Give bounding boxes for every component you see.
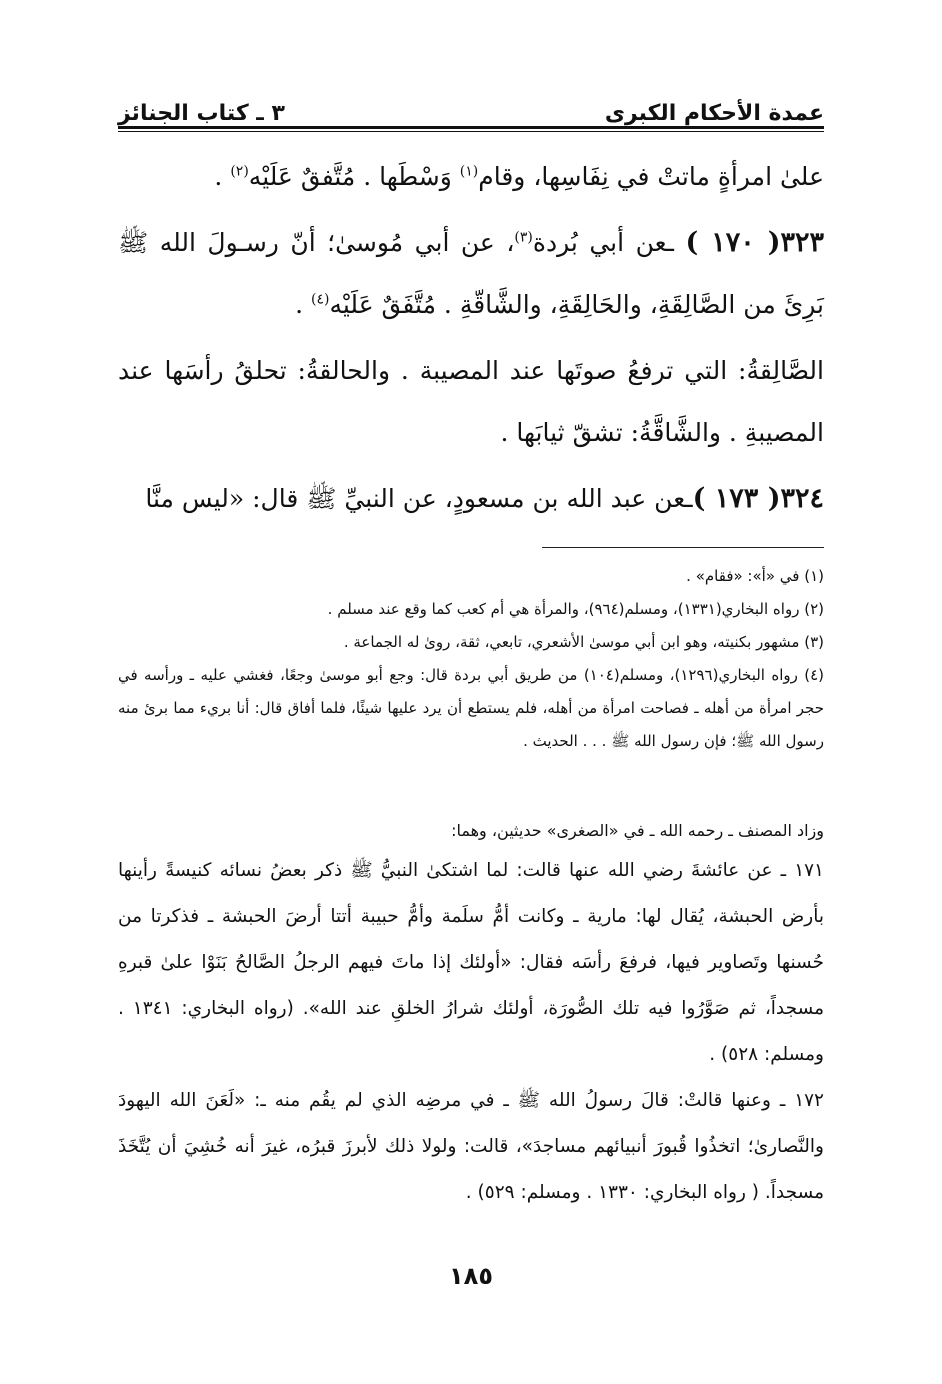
hadith-324	[118, 468, 824, 530]
footnote: (٣) مشهور بكنيته، وهو ابن أبي موسىٰ الأشعري، تابعي، ثقة، روىٰ له الجماعة .	[343, 633, 824, 651]
paragraph-text: .	[214, 162, 231, 191]
footnote-marker: (٣)	[514, 229, 533, 246]
paragraph-continuation	[118, 146, 824, 208]
footnote-rule	[542, 547, 824, 548]
hadith-number: ٣٢٤( ١٧٣ )	[692, 483, 824, 514]
hadith-number: ٣٢٣( ١٧٠ )	[685, 227, 824, 258]
hadith-323	[118, 212, 824, 336]
paragraph-text: وَسْطَها . مُتَّفقٌ عَلَيْه	[248, 162, 460, 191]
footnote: (١) في «أ»: «فقام» .	[686, 567, 824, 585]
header-rule	[118, 126, 824, 129]
gloss-paragraph: الصَّالِقةُ: التي ترفعُ صوتَها عند المصيبة . والحالقةُ: تحلقُ رأسَها عند المصيبةِ . والشَّاقَّةُ: تشقّ ثيابَها .	[118, 356, 824, 447]
main-text	[118, 146, 824, 534]
book-title: عمدة الأحكام الكبرى	[604, 101, 824, 126]
footnotes	[118, 560, 824, 758]
hadith-text: ، عن أبي مُوسىٰ؛ أنّ رسـولَ الله ﷺ بَرِئَ من الصَّالِقَةِ، والحَالِقَةِ، والشَّاقّةِ . مُتَّفَقٌ عَلَيْه	[118, 228, 824, 319]
footnote-marker: (٢)	[230, 163, 249, 180]
appendix	[118, 814, 824, 1216]
footnote: (٤) رواه البخاري(١٢٩٦)، ومسلم(١٠٤) من طريق أبي بردة قال: وجع أبو موسىٰ وجعًا، فغشي عليه ـ ورأسه في حجر امرأة من أهله ـ فصاحت امرأة من أهله، فلم يستطع أن يرد عليها شيئًا، فلما أفاق قال: أنا بريء مما برئ منه رسول الله ﷺ؛ فإن رسول الله ﷺ . . . الحديث .	[118, 666, 824, 750]
footnote-marker: (١)	[459, 163, 479, 180]
hadith-text: ـعن أبي بُردة	[532, 228, 686, 257]
footnote: (٢) رواه البخاري(١٣٣١)، ومسلم(٩٦٤)، والمرأة هي أم كعب كما وقع عند مسلم .	[327, 600, 824, 618]
hadith-172: ١٧٢ ـ وعنها قالتْ: قالَ رسولُ الله ﷺ ـ في مرضِه الذي لم يقُم منه ـ: «لَعَنَ الله اليهودَ والنَّصارىٰ؛ اتخذُوا قُبورَ أنبيائهم مساجدَ»، قالت: ولولا ذلك لأبرزَ قبرُه، غيرَ أنه خُشِيَ أن يُتَّخَذَ مسجداً. ( رواه البخاري: ١٣٣٠ . ومسلم: ٥٢٩) .	[118, 1090, 824, 1203]
paragraph-text: علىٰ امرأةٍ ماتتْ في نِفَاسِها، وقام	[478, 162, 824, 191]
footnote-marker: (٤)	[311, 291, 330, 308]
page-number: ١٨٥	[449, 1262, 493, 1290]
running-header	[118, 86, 824, 126]
hadith-text: .	[295, 290, 311, 319]
chapter-title: ٣ ـ كتاب الجنائز	[118, 101, 285, 126]
hadith-171: ١٧١ ـ عن عائشةَ رضي الله عنها قالت: لما اشتكىٰ النبيُّ ﷺ ذكر بعضُ نسائه كنيسةً رأينها بأرض الحبشة، يُقال لها: مارية ـ وكانت أمُّ سلَمة وأمُّ حبيبة أتتا أرضَ الحبشة ـ فذكرتا من حُسنها وتَصاوير فيها، فرفعَ رأسَه فقال: «أولئك إذا ماتَ فيهم الرجلُ الصَّالحُ بَنَوْا علىٰ قبرهِ مسجداً، ثم صَوَّرُوا فيه تلك الصُّورَة، أولئك شرارُ الخلقِ عند الله». (رواه البخاري: ١٣٤١ . ومسلم: ٥٢٨) .	[118, 860, 824, 1065]
appendix-intro: وزاد المصنف ـ رحمه الله ـ في «الصغرى» حديثين، وهما:	[451, 821, 824, 840]
hadith-text: ـعن عبد الله بن مسعودٍ، عن النبيِّ ﷺ قال: «ليس منَّا	[145, 484, 693, 513]
